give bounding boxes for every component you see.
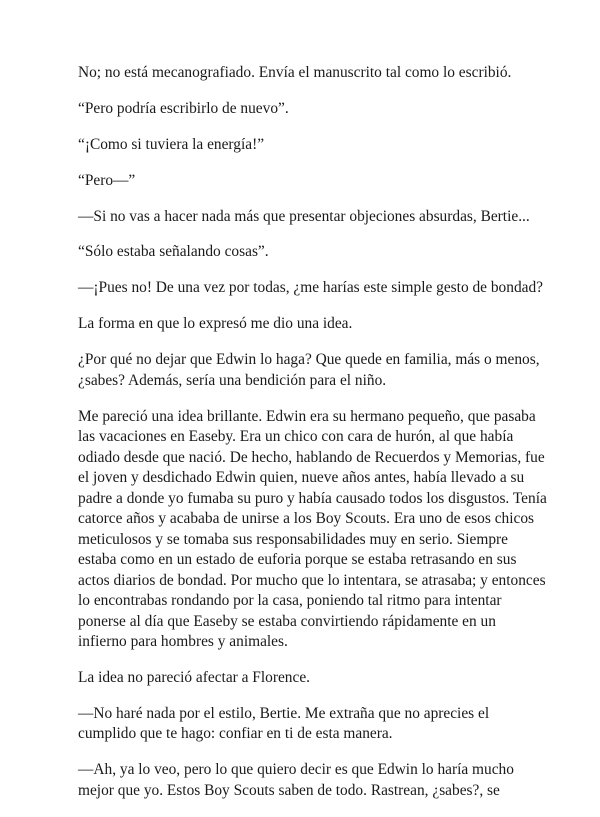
text-line: catorce años y acababa de unirse a los Boy Scouts. Era uno de esos chicos (78, 510, 535, 528)
text-line: —No haré nada por el estilo, Bertie. Me extraña que no aprecies el (78, 704, 490, 722)
text-line: ponerse al día que Easeby se estaba convirtiendo rápidamente en un (78, 612, 496, 630)
paragraph (78, 314, 538, 335)
text-line: ¿sabes? Además, sería una bendición para el niño. (78, 371, 387, 389)
paragraph (78, 63, 538, 84)
text-line: padre a donde yo fumaba su puro y había causado todos los disgustos. Tenía (78, 489, 547, 507)
text-line: cumplido que te hago: confiar en ti de esta manera. (78, 725, 393, 743)
text-line: lo encontrabas rondando por la casa, poniendo tal ritmo para intentar (78, 592, 502, 610)
text-line: La forma en que lo expresó me dio una idea. (78, 315, 353, 333)
text-line: estaba como en un estado de euforia porque se estaba retrasando en sus (78, 551, 517, 569)
paragraph (78, 135, 538, 156)
text-line: infierno para hombres y animales. (78, 633, 288, 651)
text-line: las vacaciones en Easeby. Era un chico con cara de hurón, al que había (78, 428, 514, 446)
text-line: mejor que yo. Estos Boy Scouts saben de todo. Rastrean, ¿sabes?, se (78, 781, 500, 799)
text-line: —Ah, ya lo veo, pero lo que quiero decir es que Edwin lo haría mucho (78, 761, 514, 779)
paragraph (78, 350, 538, 391)
text-line: el joven y desdichado Edwin quien, nueve años antes, había llevado a su (78, 469, 525, 487)
text-line: odiado desde que nació. De hecho, hablando de Recuerdos y Memorias, fue (78, 448, 545, 466)
paragraph (78, 278, 544, 299)
paragraph (78, 760, 538, 801)
text-line: actos diarios de bondad. Por mucho que lo intentara, se atrasaba; y entonces (78, 571, 546, 589)
paragraph (78, 242, 538, 263)
body-text (78, 63, 547, 817)
paragraph (78, 99, 538, 120)
text-line: meticulosos y se tomaba sus responsabilidades muy en serio. Siempre (78, 530, 509, 548)
text-line: —Si no vas a hacer nada más que presentar objeciones absurdas, Bertie... (78, 207, 530, 225)
paragraph (78, 407, 547, 653)
text-line: La idea no pareció afectar a Florence. (78, 668, 311, 686)
text-line: —¡Pues no! De una vez por todas, ¿me harías este simple gesto de bondad? (78, 279, 544, 297)
paragraph (78, 171, 538, 192)
text-line: “¡Como si tuviera la energía!” (78, 135, 265, 153)
text-line: “Pero podría escribirlo de nuevo”. (78, 99, 289, 117)
text-line: No; no está mecanografiado. Envía el manuscrito tal como lo escribió. (78, 64, 512, 81)
paragraph (78, 704, 538, 745)
paragraph (78, 207, 538, 228)
paragraph (78, 668, 538, 689)
text-line: “Sólo estaba señalando cosas”. (78, 243, 269, 261)
text-line: ¿Por qué no dejar que Edwin lo haga? Que quede en familia, más o menos, (78, 351, 540, 369)
text-line: “Pero—” (78, 171, 136, 189)
text-line: Me pareció una idea brillante. Edwin era su hermano pequeño, que pasaba (78, 407, 536, 425)
